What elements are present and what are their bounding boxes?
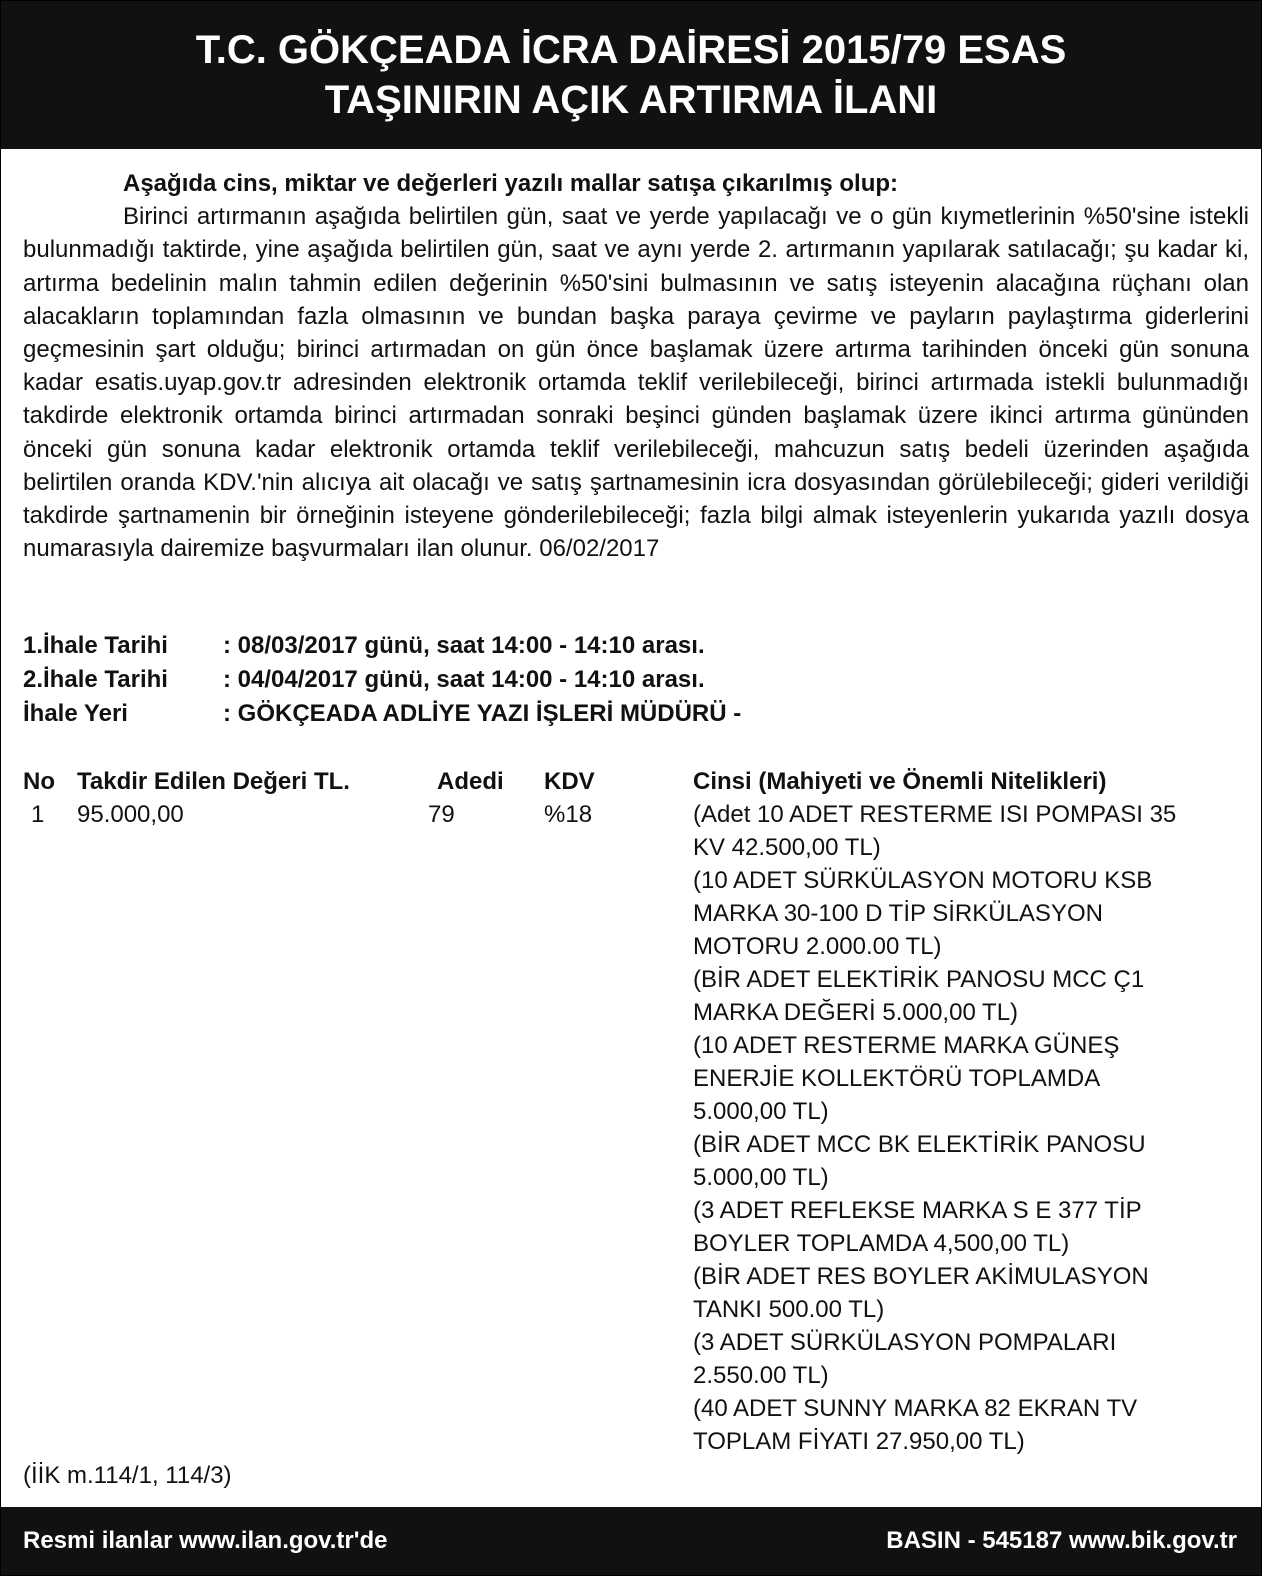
description-line: ENERJİE KOLLEKTÖRÜ TOPLAMDA	[693, 1065, 1101, 1092]
description-line: (BİR ADET RES BOYLER AKİMULASYON	[693, 1263, 1149, 1290]
description-line: MOTORU 2.000.00 TL)	[693, 933, 942, 960]
footer-left-text: Resmi ilanlar www.ilan.gov.tr'de	[23, 1527, 388, 1554]
description-line: MARKA 30-100 D TİP SİRKÜLASYON	[693, 900, 1103, 927]
intro-body: Birinci artırmanın aşağıda belirtilen gün, saat ve yerde yapılacağı ve o gün kıymetlerinin %50'sine istekli bulunmadığı taktirde, yine aşağıda belirtilen gün, saat ve aynı yerde 2. artırmanın yapılarak satılacağı; şu kadar ki, artırma bedelinin malın tahmin edilen değerinin %50'sini bulmasının ve satış isteyenin alacağına rüçhanı olan alacakların toplamından fazla olmasının ve bundan başka paraya çevirme ve payların paylaştırma giderlerini geçmesinin şart olduğu; birinci artırmadan on gün önce başlamak üzere artırma tarihinden önceki gün sonuna kadar esatis.uyap.gov.tr adresinden elektronik ortamda teklif verilebileceği, birinci artırmada istekli bulunmadığı takdirde elektronik ortamda birinci artırmadan sonraki beşinci günden başlamak üzere ikinci artırma gününden önceki gün sonuna kadar elektronik ortamda teklif verilebileceği, mahcuzun satış bedeli üzerinden aşağıda belirtilen oranda KDV.'nin alıcıya ait olacağı ve satış şartnamesinin icra dosyasından görülebileceği; gideri verildiği takdirde şartnamenin bir örneğinin isteyene gönderilebileceği; fazla bilgi almak isteyenlerin yukarıda yazılı dosya numarasıyla dairemize başvurmaları ilan olunur. 06/02/2017	[23, 203, 1249, 563]
description-line: 2.550.00 TL)	[693, 1362, 829, 1389]
intro-section	[23, 167, 1249, 565]
description-line: BOYLER TOPLAMDA 4,500,00 TL)	[693, 1230, 1070, 1257]
header-title-line1: T.C. GÖKÇEADA İCRA DAİRESİ 2015/79 ESAS	[195, 28, 1067, 72]
auction-value: : 04/04/2017 günü, saat 14:00 - 14:10 arası.	[223, 666, 705, 693]
auction-row	[23, 629, 741, 663]
cell-count: 79	[428, 801, 455, 828]
auction-value: : 08/03/2017 günü, saat 14:00 - 14:10 arası.	[223, 632, 705, 659]
description-line: TANKI 500.00 TL)	[693, 1296, 885, 1323]
description-line: TOPLAM FİYATI 27.950,00 TL)	[693, 1428, 1025, 1455]
table-header	[23, 765, 1249, 798]
description-line: (BİR ADET MCC BK ELEKTİRİK PANOSU	[693, 1131, 1146, 1158]
auction-label: 1.İhale Tarihi	[23, 632, 168, 659]
cell-no: 1	[31, 801, 45, 828]
header-description: Cinsi (Mahiyeti ve Önemli Nitelikleri)	[693, 768, 1107, 795]
header-count: Adedi	[437, 768, 504, 795]
notice-footer	[1, 1507, 1261, 1575]
footer-right-text: BASIN - 545187 www.bik.gov.tr	[886, 1527, 1237, 1554]
cell-kdv: %18	[544, 801, 593, 828]
auction-row	[23, 663, 741, 697]
header-kdv: KDV	[544, 768, 595, 795]
description-line: (10 ADET RESTERME MARKA GÜNEŞ	[693, 1032, 1120, 1059]
description-line: (3 ADET SÜRKÜLASYON POMPALARI	[693, 1329, 1117, 1356]
description-line: (40 ADET SUNNY MARKA 82 EKRAN TV	[693, 1395, 1138, 1422]
intro-lead: Aşağıda cins, miktar ve değerleri yazılı mallar satışa çıkarılmış olup:	[123, 170, 899, 197]
notice-header	[1, 1, 1261, 149]
legal-reference: (İİK m.114/1, 114/3)	[23, 1462, 232, 1489]
header-no: No	[23, 768, 55, 795]
description-line: 5.000,00 TL)	[693, 1098, 829, 1125]
description-line: (BİR ADET ELEKTİRİK PANOSU MCC Ç1	[693, 966, 1145, 993]
description-line: KV 42.500,00 TL)	[693, 834, 881, 861]
description-line: (3 ADET REFLEKSE MARKA S E 377 TİP	[693, 1197, 1142, 1224]
description-list	[693, 798, 1249, 1458]
auction-label: İhale Yeri	[23, 700, 128, 727]
description-line: 5.000,00 TL)	[693, 1164, 829, 1191]
auction-value: : GÖKÇEADA ADLİYE YAZI İŞLERİ MÜDÜRÜ -	[223, 700, 742, 727]
description-line: MARKA DEĞERİ 5.000,00 TL)	[693, 999, 1019, 1026]
description-line: (10 ADET SÜRKÜLASYON MOTORU KSB	[693, 867, 1153, 894]
cell-value: 95.000,00	[77, 801, 184, 828]
auction-label: 2.İhale Tarihi	[23, 666, 168, 693]
auction-row	[23, 697, 741, 731]
description-line: (Adet 10 ADET RESTERME ISI POMPASI 35	[693, 801, 1177, 828]
goods-table	[23, 765, 1249, 1455]
auction-info	[23, 629, 741, 731]
header-title-line2: TAŞINIRIN AÇIK ARTIRMA İLANI	[324, 78, 938, 122]
header-value: Takdir Edilen Değeri TL.	[77, 768, 350, 795]
